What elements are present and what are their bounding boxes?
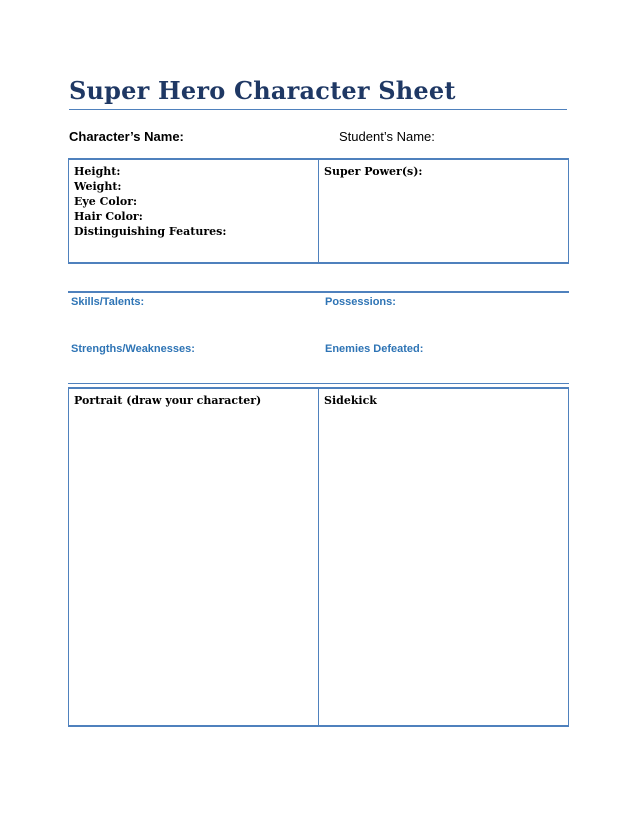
traits-table-top-rule bbox=[68, 291, 569, 293]
traits-table-bottom-rule bbox=[68, 383, 569, 384]
hair-color-label: Hair Color: bbox=[74, 210, 143, 223]
super-powers-cell[interactable] bbox=[319, 160, 568, 262]
attributes-table bbox=[68, 158, 569, 264]
page-title: Super Hero Character Sheet bbox=[69, 76, 456, 105]
physical-attributes-cell[interactable] bbox=[69, 160, 319, 262]
strengths-weaknesses-label: Strengths/Weaknesses: bbox=[71, 343, 195, 355]
enemies-defeated-label: Enemies Defeated: bbox=[325, 343, 424, 355]
possessions-label: Possessions: bbox=[325, 296, 396, 308]
weight-label: Weight: bbox=[74, 180, 122, 193]
sidekick-cell[interactable] bbox=[319, 389, 568, 725]
skills-talents-label: Skills/Talents: bbox=[71, 296, 145, 308]
distinguishing-features-label: Distinguishing Features: bbox=[74, 225, 227, 238]
height-label: Height: bbox=[74, 165, 121, 178]
sidekick-label: Sidekick bbox=[324, 394, 377, 407]
portrait-cell[interactable] bbox=[69, 389, 319, 725]
portrait-label: Portrait (draw your character) bbox=[74, 394, 262, 407]
student-name-label: Student’s Name: bbox=[339, 129, 435, 144]
character-name-label: Character’s Name: bbox=[69, 129, 184, 144]
title-underline bbox=[69, 109, 567, 110]
eye-color-label: Eye Color: bbox=[74, 195, 138, 208]
super-powers-label: Super Power(s): bbox=[324, 165, 423, 178]
drawing-table bbox=[68, 387, 569, 727]
